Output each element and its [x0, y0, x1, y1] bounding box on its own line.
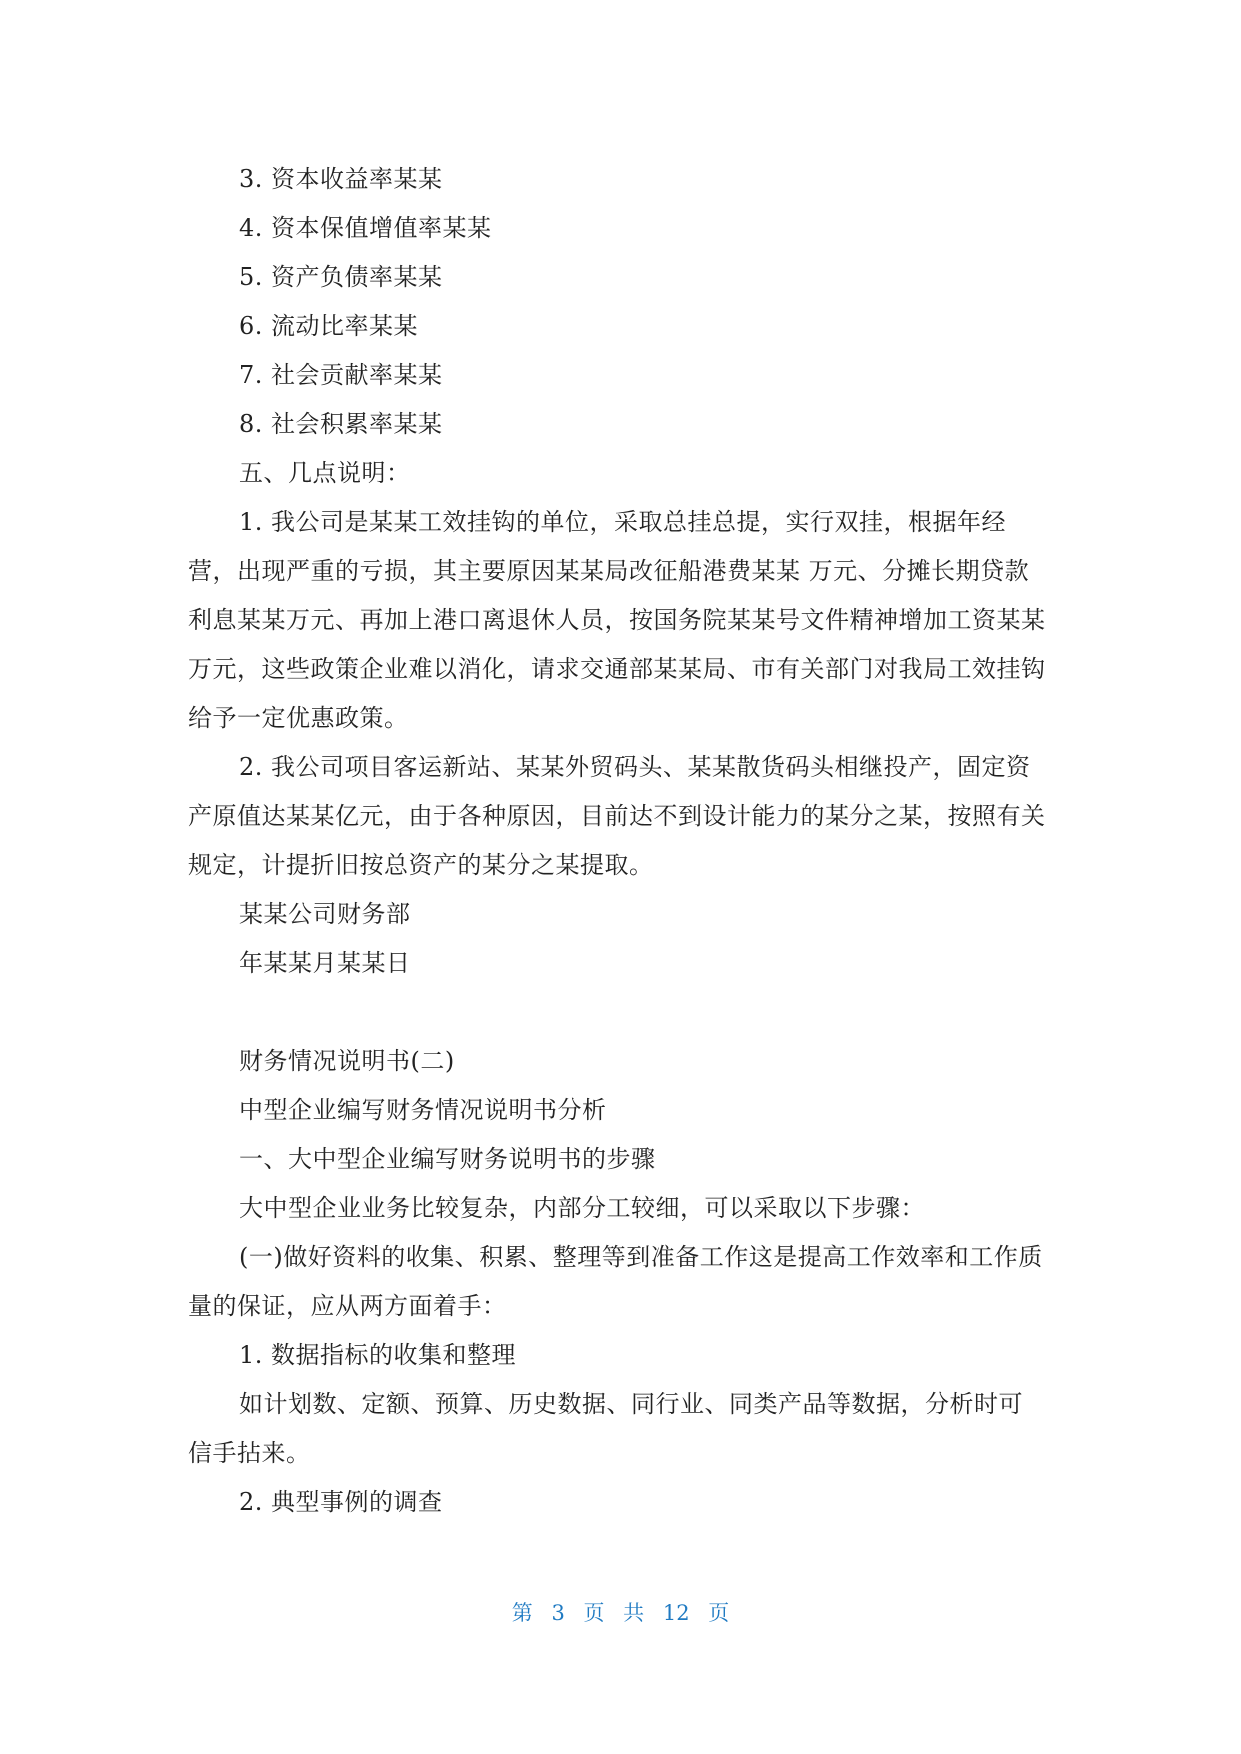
paragraph: 如计划数、定额、预算、历史数据、同行业、同类产品等数据，分析时可信手拈来。 — [188, 1390, 1023, 1467]
paragraph: 大中型企业业务比较复杂，内部分工较细，可以采取以下步骤： — [239, 1194, 925, 1222]
document-body — [188, 155, 1046, 1527]
signature-department: 某某公司财务部 — [239, 900, 411, 928]
paragraph: 2. 我公司项目客运新站、某某外贸码头、某某散货码头相继投产，固定资产原值达某某亿元，由于各种原因，目前达不到设计能力的某分之某，按照有关规定，计提折旧按总资产的某分之某提取。 — [188, 753, 1046, 879]
paragraph: 7. 社会贡献率某某 — [239, 361, 443, 389]
paragraph: 6. 流动比率某某 — [239, 312, 419, 340]
paragraph: 2. 典型事例的调查 — [239, 1488, 443, 1516]
paragraph: 5. 资产负债率某某 — [239, 263, 443, 291]
paragraph: (一)做好资料的收集、积累、整理等到准备工作这是提高工作效率和工作质量的保证，应从两方面着手： — [188, 1243, 1043, 1320]
signature-date: 年某某月某某日 — [239, 949, 411, 977]
paragraph: 3. 资本收益率某某 — [239, 165, 443, 193]
section-heading: 五、几点说明： — [239, 459, 411, 487]
paragraph: 1. 我公司是某某工效挂钩的单位，采取总挂总提，实行双挂，根据年经营，出现严重的亏损，其主要原因某某局改征船港费某某 万元、分摊长期贷款利息某某万元、再加上港口离退休人员，按国务院某某号文件精神增加工资某某万元，这些政策企业难以消化，请求交通部某某局、市有关部门对我局工效挂钩给予一定优惠政策。 — [188, 508, 1046, 732]
paragraph: 1. 数据指标的收集和整理 — [239, 1341, 517, 1369]
section-heading: 一、大中型企业编写财务说明书的步骤 — [239, 1145, 656, 1173]
document-subtitle: 中型企业编写财务情况说明书分析 — [239, 1096, 607, 1124]
page-number-footer: 第 3 页 共 12 页 — [511, 1601, 730, 1625]
paragraph: 4. 资本保值增值率某某 — [239, 214, 492, 242]
document-title: 财务情况说明书(二) — [239, 1047, 455, 1075]
paragraph: 8. 社会积累率某某 — [239, 410, 443, 438]
blank-line — [188, 988, 1046, 1037]
